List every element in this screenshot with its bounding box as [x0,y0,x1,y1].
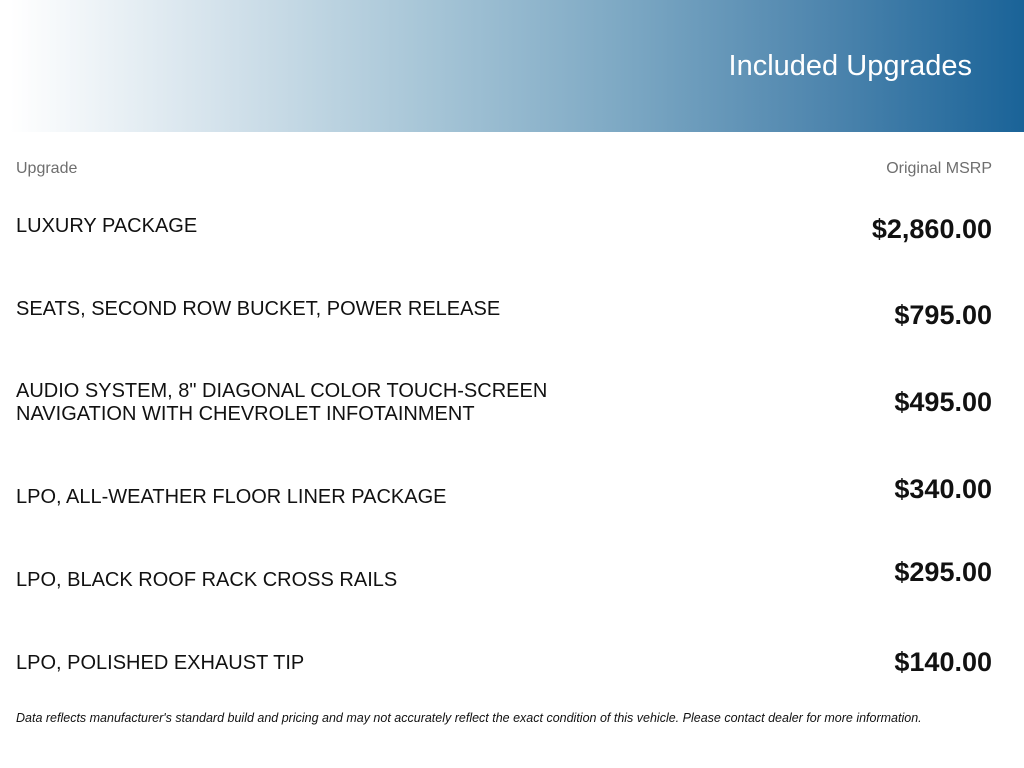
column-header-upgrade: Upgrade [16,160,78,177]
upgrade-name: LPO, BLACK ROOF RACK CROSS RAILS [16,569,398,591]
header-banner [10,0,1024,132]
upgrade-name: AUDIO SYSTEM, 8" DIAGONAL COLOR TOUCH-SCREEN NAVIGATION WITH CHEVROLET INFOTAINMENT [16,380,548,425]
upgrade-price: $2,860.00 [871,214,992,244]
upgrade-name: LPO, POLISHED EXHAUST TIP [16,652,305,674]
upgrade-price: $340.00 [894,474,992,504]
column-headers [16,160,992,180]
upgrade-price: $140.00 [894,647,992,677]
upgrade-price: $495.00 [894,387,992,417]
upgrade-name: LUXURY PACKAGE [16,215,198,237]
upgrade-price: $295.00 [894,557,992,587]
column-header-msrp: Original MSRP [886,160,992,177]
upgrade-price: $795.00 [894,300,992,330]
disclaimer-text: Data reflects manufacturer's standard build and pricing and may not accurately reflect the exact condition of this vehicle. Please contact dealer for more information. [16,711,922,725]
upgrade-name: SEATS, SECOND ROW BUCKET, POWER RELEASE [16,298,501,320]
page-title: Included Upgrades [728,50,972,82]
upgrade-name: LPO, ALL-WEATHER FLOOR LINER PACKAGE [16,486,447,508]
